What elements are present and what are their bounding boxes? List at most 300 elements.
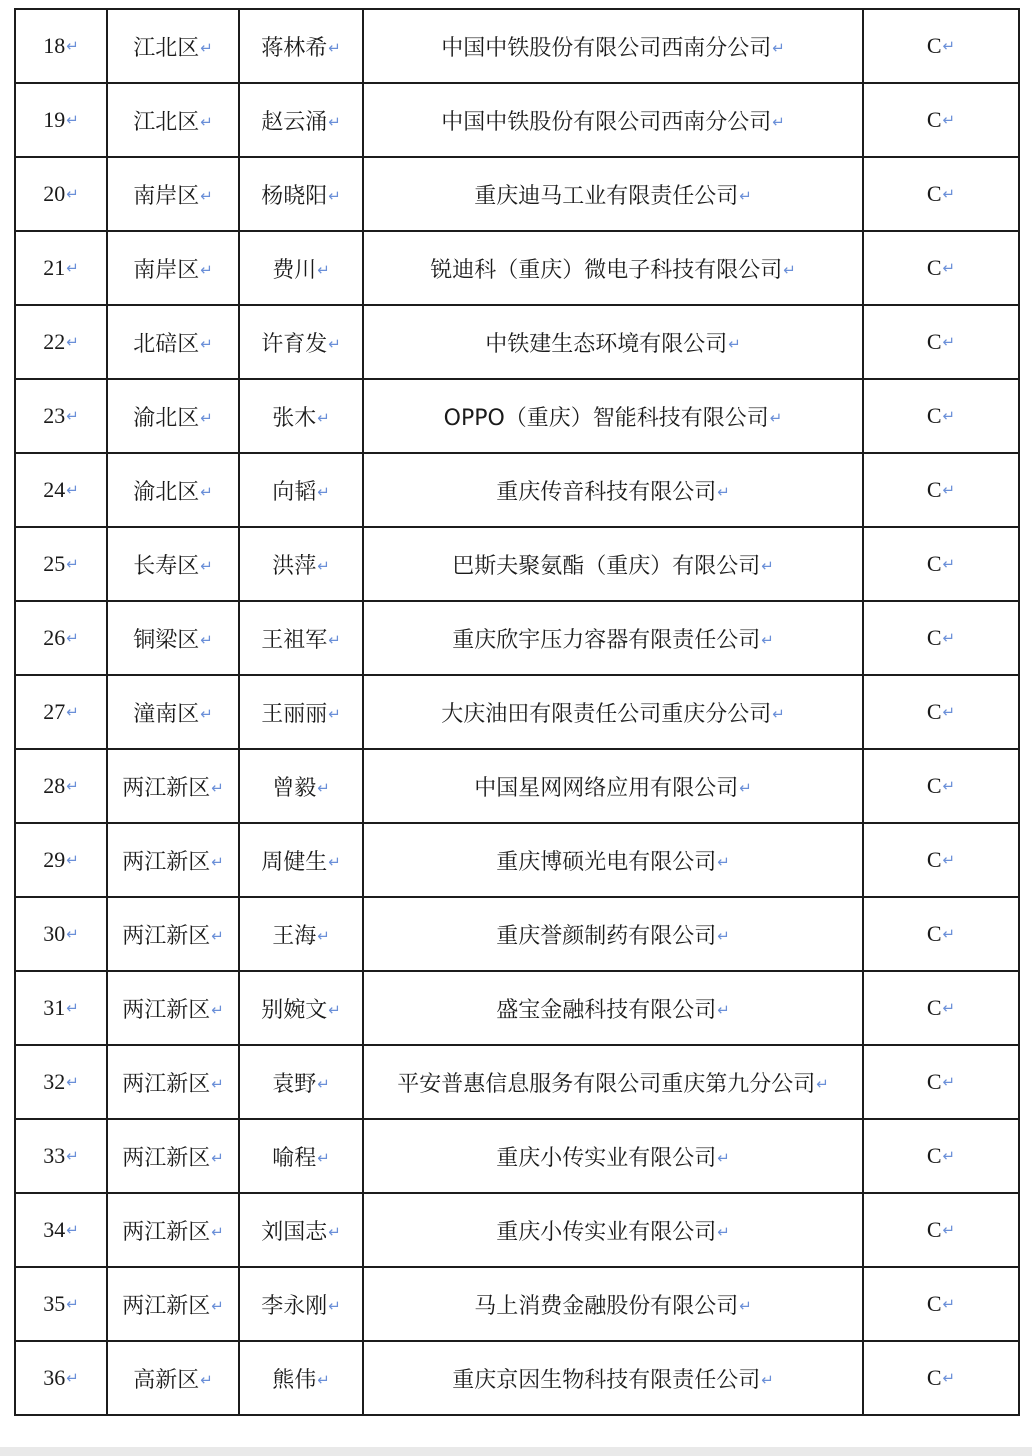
district-text: 两江新区	[122, 775, 211, 801]
paragraph-mark-icon: ↵	[717, 482, 730, 501]
person-name-text: 别婉文	[261, 997, 328, 1023]
district-text: 两江新区	[122, 997, 211, 1023]
district-text: 两江新区	[122, 1219, 211, 1245]
district-text: 渝北区	[133, 405, 200, 431]
paragraph-mark-icon: ↵	[66, 1073, 79, 1091]
table-row	[15, 527, 1019, 601]
company-text: 大庆油田有限责任公司重庆分公司	[441, 701, 772, 727]
company-text: 重庆博硕光电有限公司	[496, 849, 717, 875]
grade-cell	[863, 823, 1019, 897]
paragraph-mark-icon: ↵	[761, 1370, 774, 1389]
table-row	[15, 379, 1019, 453]
person-name-text: 赵云涌	[261, 109, 328, 135]
paragraph-mark-icon: ↵	[942, 111, 956, 129]
paragraph-mark-icon: ↵	[942, 481, 956, 499]
district-text: 长寿区	[133, 553, 200, 579]
paragraph-mark-icon: ↵	[66, 407, 79, 425]
table-row	[15, 601, 1019, 675]
row-number-cell	[15, 1045, 107, 1119]
person-name-cell	[239, 9, 363, 83]
person-name-cell	[239, 1119, 363, 1193]
grade-cell	[863, 675, 1019, 749]
row-number-text: 34	[43, 1217, 66, 1242]
table-row	[15, 9, 1019, 83]
grade-cell	[863, 897, 1019, 971]
company-text: 锐迪科（重庆）微电子科技有限公司	[430, 257, 783, 283]
paragraph-mark-icon: ↵	[942, 1221, 956, 1239]
company-cell	[363, 675, 863, 749]
paragraph-mark-icon: ↵	[942, 37, 956, 55]
row-number-cell	[15, 453, 107, 527]
paragraph-mark-icon: ↵	[317, 1148, 330, 1167]
paragraph-mark-icon: ↵	[66, 999, 79, 1017]
row-number-text: 19	[43, 107, 66, 132]
paragraph-mark-icon: ↵	[317, 1074, 330, 1093]
grade-text: C	[926, 33, 942, 58]
grade-text: C	[926, 699, 942, 724]
district-cell	[107, 83, 239, 157]
company-cell	[363, 9, 863, 83]
grade-cell	[863, 1045, 1019, 1119]
company-cell	[363, 897, 863, 971]
paragraph-mark-icon: ↵	[211, 1074, 224, 1093]
company-cell	[363, 1193, 863, 1267]
company-cell	[363, 157, 863, 231]
grade-text: C	[926, 1069, 942, 1094]
paragraph-mark-icon: ↵	[728, 334, 741, 353]
paragraph-mark-icon: ↵	[200, 260, 213, 279]
paragraph-mark-icon: ↵	[942, 999, 956, 1017]
table-row	[15, 1341, 1019, 1415]
paragraph-mark-icon: ↵	[739, 186, 752, 205]
grade-text: C	[926, 255, 942, 280]
company-text: 平安普惠信息服务有限公司重庆第九分公司	[397, 1071, 816, 1097]
company-cell	[363, 823, 863, 897]
district-text: 铜梁区	[133, 627, 200, 653]
paragraph-mark-icon: ↵	[739, 778, 752, 797]
paragraph-mark-icon: ↵	[772, 704, 785, 723]
district-text: 南岸区	[133, 257, 200, 283]
company-text: 中国中铁股份有限公司西南分公司	[441, 109, 772, 135]
grade-cell	[863, 971, 1019, 1045]
paragraph-mark-icon: ↵	[66, 185, 79, 203]
table-row	[15, 453, 1019, 527]
row-number-cell	[15, 231, 107, 305]
row-number-cell	[15, 379, 107, 453]
person-name-cell	[239, 1267, 363, 1341]
district-cell	[107, 897, 239, 971]
paragraph-mark-icon: ↵	[211, 1222, 224, 1241]
paragraph-mark-icon: ↵	[942, 703, 956, 721]
paragraph-mark-icon: ↵	[200, 186, 213, 205]
row-number-text: 29	[43, 847, 66, 872]
district-cell	[107, 1119, 239, 1193]
person-name-text: 曾毅	[272, 775, 317, 801]
paragraph-mark-icon: ↵	[942, 333, 956, 351]
paragraph-mark-icon: ↵	[211, 1000, 224, 1019]
person-name-cell	[239, 83, 363, 157]
paragraph-mark-icon: ↵	[942, 629, 956, 647]
paragraph-mark-icon: ↵	[200, 630, 213, 649]
row-number-cell	[15, 305, 107, 379]
grade-text: C	[926, 1143, 942, 1168]
paragraph-mark-icon: ↵	[200, 704, 213, 723]
grade-text: C	[926, 847, 942, 872]
row-number-text: 27	[43, 699, 66, 724]
company-cell	[363, 527, 863, 601]
paragraph-mark-icon: ↵	[942, 407, 956, 425]
paragraph-mark-icon: ↵	[66, 333, 79, 351]
paragraph-mark-icon: ↵	[66, 1147, 79, 1165]
district-text: 两江新区	[122, 923, 211, 949]
paragraph-mark-icon: ↵	[66, 481, 79, 499]
district-text: 两江新区	[122, 1071, 211, 1097]
paragraph-mark-icon: ↵	[317, 260, 330, 279]
paragraph-mark-icon: ↵	[942, 851, 956, 869]
paragraph-mark-icon: ↵	[328, 852, 341, 871]
grade-text: C	[926, 403, 942, 428]
row-number-text: 28	[43, 773, 66, 798]
district-cell	[107, 1045, 239, 1119]
person-name-text: 蒋林希	[261, 35, 328, 61]
person-name-text: 许育发	[261, 331, 328, 357]
person-name-text: 向韬	[272, 479, 317, 505]
company-text: 重庆迪马工业有限责任公司	[474, 183, 739, 209]
grade-text: C	[926, 995, 942, 1020]
district-cell	[107, 749, 239, 823]
paragraph-mark-icon: ↵	[328, 1222, 341, 1241]
person-name-text: 张木	[272, 405, 317, 431]
paragraph-mark-icon: ↵	[328, 112, 341, 131]
company-text: 巴斯夫聚氨酯（重庆）有限公司	[452, 553, 761, 579]
grade-cell	[863, 601, 1019, 675]
paragraph-mark-icon: ↵	[200, 112, 213, 131]
row-number-text: 35	[43, 1291, 66, 1316]
paragraph-mark-icon: ↵	[717, 1222, 730, 1241]
paragraph-mark-icon: ↵	[769, 408, 783, 427]
paragraph-mark-icon: ↵	[66, 777, 79, 795]
paragraph-mark-icon: ↵	[717, 926, 730, 945]
row-number-text: 32	[43, 1069, 66, 1094]
company-text: 重庆小传实业有限公司	[496, 1219, 717, 1245]
grade-cell	[863, 1119, 1019, 1193]
paragraph-mark-icon: ↵	[200, 38, 213, 57]
table-row	[15, 1045, 1019, 1119]
grade-text: C	[926, 551, 942, 576]
district-cell	[107, 601, 239, 675]
table-row	[15, 1193, 1019, 1267]
person-name-cell	[239, 527, 363, 601]
table-row	[15, 231, 1019, 305]
district-text: 江北区	[133, 109, 200, 135]
row-number-text: 31	[43, 995, 66, 1020]
person-name-text: 熊伟	[272, 1367, 317, 1393]
row-number-text: 18	[43, 33, 66, 58]
grade-cell	[863, 749, 1019, 823]
roster-body	[15, 9, 1019, 1415]
district-cell	[107, 453, 239, 527]
row-number-text: 20	[43, 181, 66, 206]
paragraph-mark-icon: ↵	[66, 629, 79, 647]
district-cell	[107, 971, 239, 1045]
grade-text: C	[926, 773, 942, 798]
grade-text: C	[926, 1217, 942, 1242]
table-row	[15, 971, 1019, 1045]
person-name-cell	[239, 749, 363, 823]
paragraph-mark-icon: ↵	[942, 1369, 956, 1387]
company-cell	[363, 231, 863, 305]
paragraph-mark-icon: ↵	[942, 1147, 956, 1165]
person-name-cell	[239, 601, 363, 675]
person-name-text: 李永刚	[261, 1293, 328, 1319]
company-text: 重庆小传实业有限公司	[496, 1145, 717, 1171]
company-cell	[363, 749, 863, 823]
paragraph-mark-icon: ↵	[66, 1295, 79, 1313]
person-name-cell	[239, 1045, 363, 1119]
district-cell	[107, 527, 239, 601]
person-name-text: 袁野	[272, 1071, 317, 1097]
company-text: 重庆誉颜制药有限公司	[496, 923, 717, 949]
person-name-text: 刘国志	[261, 1219, 328, 1245]
grade-cell	[863, 1341, 1019, 1415]
paragraph-mark-icon: ↵	[211, 852, 224, 871]
paragraph-mark-icon: ↵	[66, 925, 79, 943]
grade-text: C	[926, 1291, 942, 1316]
paragraph-mark-icon: ↵	[761, 556, 774, 575]
person-name-cell	[239, 1193, 363, 1267]
table-row	[15, 1119, 1019, 1193]
paragraph-mark-icon: ↵	[200, 334, 213, 353]
row-number-text: 24	[43, 477, 66, 502]
company-text: 中铁建生态环境有限公司	[485, 331, 728, 357]
row-number-cell	[15, 1341, 107, 1415]
row-number-text: 21	[43, 255, 66, 280]
row-number-cell	[15, 971, 107, 1045]
person-name-text: 费川	[272, 257, 317, 283]
person-name-cell	[239, 305, 363, 379]
paragraph-mark-icon: ↵	[717, 1000, 730, 1019]
paragraph-mark-icon: ↵	[66, 259, 79, 277]
row-number-text: 23	[43, 403, 66, 428]
paragraph-mark-icon: ↵	[717, 852, 730, 871]
grade-cell	[863, 527, 1019, 601]
paragraph-mark-icon: ↵	[328, 630, 341, 649]
row-number-cell	[15, 1193, 107, 1267]
person-name-text: 周健生	[261, 849, 328, 875]
grade-text: C	[926, 625, 942, 650]
paragraph-mark-icon: ↵	[317, 482, 330, 501]
district-cell	[107, 305, 239, 379]
table-row	[15, 675, 1019, 749]
paragraph-mark-icon: ↵	[211, 926, 224, 945]
person-name-cell	[239, 897, 363, 971]
company-cell	[363, 83, 863, 157]
grade-text: C	[926, 1365, 942, 1390]
paragraph-mark-icon: ↵	[772, 112, 785, 131]
district-text: 两江新区	[122, 1293, 211, 1319]
paragraph-mark-icon: ↵	[772, 38, 785, 57]
person-name-cell	[239, 971, 363, 1045]
grade-cell	[863, 453, 1019, 527]
row-number-cell	[15, 1119, 107, 1193]
roster-table	[14, 8, 1020, 1416]
paragraph-mark-icon: ↵	[739, 1296, 752, 1315]
paragraph-mark-icon: ↵	[211, 1296, 224, 1315]
row-number-cell	[15, 675, 107, 749]
grade-text: C	[926, 107, 942, 132]
row-number-cell	[15, 9, 107, 83]
district-text: 两江新区	[122, 1145, 211, 1171]
company-text: 中国中铁股份有限公司西南分公司	[441, 35, 772, 61]
district-text: 江北区	[133, 35, 200, 61]
row-number-text: 22	[43, 329, 66, 354]
district-cell	[107, 1341, 239, 1415]
district-cell	[107, 1193, 239, 1267]
paragraph-mark-icon: ↵	[317, 408, 330, 427]
company-text: 重庆欣宇压力容器有限责任公司	[452, 627, 761, 653]
table-row	[15, 83, 1019, 157]
company-cell	[363, 1045, 863, 1119]
person-name-cell	[239, 231, 363, 305]
paragraph-mark-icon: ↵	[317, 556, 330, 575]
paragraph-mark-icon: ↵	[66, 1369, 79, 1387]
paragraph-mark-icon: ↵	[317, 778, 330, 797]
paragraph-mark-icon: ↵	[783, 260, 796, 279]
paragraph-mark-icon: ↵	[328, 38, 341, 57]
person-name-cell	[239, 675, 363, 749]
person-name-cell	[239, 379, 363, 453]
grade-text: C	[926, 477, 942, 502]
company-text: 中国星网网络应用有限公司	[474, 775, 739, 801]
company-cell	[363, 1119, 863, 1193]
row-number-text: 36	[43, 1365, 66, 1390]
paragraph-mark-icon: ↵	[66, 37, 79, 55]
row-number-text: 25	[43, 551, 66, 576]
paragraph-mark-icon: ↵	[317, 1370, 330, 1389]
grade-cell	[863, 1267, 1019, 1341]
row-number-text: 26	[43, 625, 66, 650]
person-name-text: 杨晓阳	[261, 183, 328, 209]
person-name-cell	[239, 1341, 363, 1415]
paragraph-mark-icon: ↵	[317, 926, 330, 945]
paragraph-mark-icon: ↵	[200, 1370, 213, 1389]
paragraph-mark-icon: ↵	[211, 778, 224, 797]
grade-cell	[863, 83, 1019, 157]
paragraph-mark-icon: ↵	[328, 704, 341, 723]
grade-text: C	[926, 329, 942, 354]
company-cell	[363, 1267, 863, 1341]
person-name-text: 王丽丽	[261, 701, 328, 727]
grade-cell	[863, 305, 1019, 379]
paragraph-mark-icon: ↵	[942, 555, 956, 573]
paragraph-mark-icon: ↵	[942, 1295, 956, 1313]
row-number-cell	[15, 527, 107, 601]
company-cell	[363, 601, 863, 675]
paragraph-mark-icon: ↵	[211, 1148, 224, 1167]
district-cell	[107, 823, 239, 897]
row-number-text: 33	[43, 1143, 66, 1168]
person-name-text: 王祖军	[261, 627, 328, 653]
paragraph-mark-icon: ↵	[328, 186, 341, 205]
paragraph-mark-icon: ↵	[328, 1296, 341, 1315]
table-row	[15, 305, 1019, 379]
district-text: 高新区	[133, 1367, 200, 1393]
person-name-cell	[239, 823, 363, 897]
person-name-text: 洪萍	[272, 553, 317, 579]
district-text: 渝北区	[133, 479, 200, 505]
district-cell	[107, 379, 239, 453]
row-number-cell	[15, 83, 107, 157]
person-name-text: 王海	[272, 923, 317, 949]
grade-text: C	[926, 181, 942, 206]
company-text: 盛宝金融科技有限公司	[496, 997, 717, 1023]
paragraph-mark-icon: ↵	[942, 925, 956, 943]
district-cell	[107, 675, 239, 749]
paragraph-mark-icon: ↵	[66, 555, 79, 573]
company-cell	[363, 971, 863, 1045]
table-row	[15, 749, 1019, 823]
person-name-cell	[239, 453, 363, 527]
row-number-cell	[15, 897, 107, 971]
company-cell	[363, 1341, 863, 1415]
paragraph-mark-icon: ↵	[942, 185, 956, 203]
paragraph-mark-icon: ↵	[328, 1000, 341, 1019]
paragraph-mark-icon: ↵	[717, 1148, 730, 1167]
district-cell	[107, 1267, 239, 1341]
row-number-text: 30	[43, 921, 66, 946]
paragraph-mark-icon: ↵	[66, 703, 79, 721]
grade-cell	[863, 1193, 1019, 1267]
company-text: 马上消费金融股份有限公司	[474, 1293, 739, 1319]
grade-cell	[863, 231, 1019, 305]
paragraph-mark-icon: ↵	[761, 630, 774, 649]
table-row	[15, 1267, 1019, 1341]
district-text: 南岸区	[133, 183, 200, 209]
row-number-cell	[15, 823, 107, 897]
paragraph-mark-icon: ↵	[942, 1073, 956, 1091]
row-number-cell	[15, 1267, 107, 1341]
person-name-text: 喻程	[272, 1145, 317, 1171]
grade-cell	[863, 157, 1019, 231]
paragraph-mark-icon: ↵	[942, 259, 956, 277]
table-row	[15, 897, 1019, 971]
paragraph-mark-icon: ↵	[942, 777, 956, 795]
row-number-cell	[15, 157, 107, 231]
district-cell	[107, 157, 239, 231]
company-text: 重庆传音科技有限公司	[496, 479, 717, 505]
company-cell	[363, 305, 863, 379]
paragraph-mark-icon: ↵	[66, 851, 79, 869]
row-number-cell	[15, 601, 107, 675]
paragraph-mark-icon: ↵	[66, 111, 79, 129]
company-text: 重庆京因生物科技有限责任公司	[452, 1367, 761, 1393]
grade-cell	[863, 379, 1019, 453]
paragraph-mark-icon: ↵	[66, 1221, 79, 1239]
paragraph-mark-icon: ↵	[328, 334, 341, 353]
district-cell	[107, 231, 239, 305]
table-row	[15, 823, 1019, 897]
table-row	[15, 157, 1019, 231]
paragraph-mark-icon: ↵	[200, 556, 213, 575]
district-text: 潼南区	[133, 701, 200, 727]
company-cell	[363, 453, 863, 527]
grade-cell	[863, 9, 1019, 83]
district-text: 北碚区	[133, 331, 200, 357]
paragraph-mark-icon: ↵	[816, 1074, 829, 1093]
row-number-cell	[15, 749, 107, 823]
paragraph-mark-icon: ↵	[200, 408, 213, 427]
paragraph-mark-icon: ↵	[200, 482, 213, 501]
